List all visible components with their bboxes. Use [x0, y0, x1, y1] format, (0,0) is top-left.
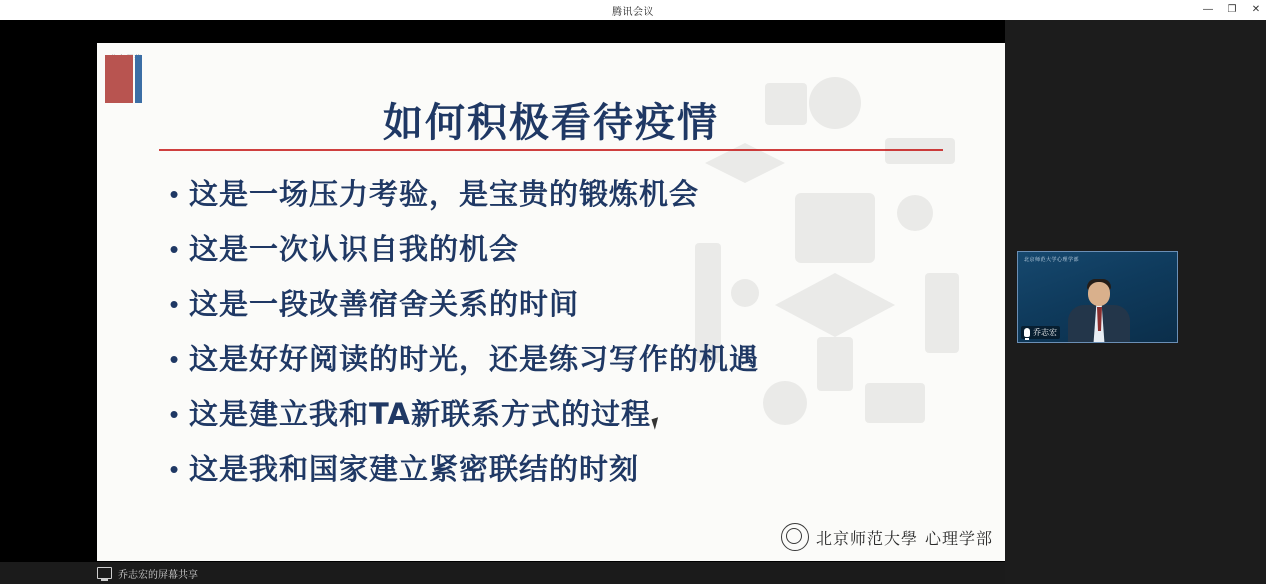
- list-item: [159, 446, 949, 492]
- list-item: [159, 391, 949, 437]
- slide-bullet-list: [159, 171, 949, 501]
- video-overlay-logo: 北京师范大学心理学部: [1024, 257, 1080, 263]
- bullet-marker: •: [169, 344, 179, 374]
- close-button[interactable]: ✕: [1251, 4, 1261, 15]
- title-divider: [159, 149, 943, 151]
- bullet-text: 这是好好阅读的时光，还是练习写作的机遇: [189, 342, 760, 376]
- bullet-marker: •: [169, 234, 179, 264]
- bullet-marker: •: [169, 454, 179, 484]
- footer-department: 心理学部: [924, 528, 993, 548]
- share-status-text: 乔志宏的屏幕共享: [118, 569, 198, 581]
- bullet-text: 这是一段改善宿舍关系的时间: [189, 287, 580, 321]
- participant-name: 乔志宏: [1033, 328, 1057, 337]
- participant-head: [1088, 282, 1110, 306]
- bullet-text: 这是一次认识自我的机会: [189, 232, 520, 266]
- participant-panel: [1005, 20, 1266, 584]
- list-item: [159, 336, 949, 382]
- participant-name-badge: [1021, 326, 1060, 339]
- university-seal-icon: [781, 523, 809, 551]
- title-bar: [0, 0, 1266, 20]
- slide-title: 如何积极看待疫情: [383, 100, 719, 146]
- share-status-bar: [0, 562, 1005, 584]
- maximize-button[interactable]: ❐: [1227, 4, 1237, 15]
- minimize-button[interactable]: —: [1203, 4, 1213, 15]
- bullet-text: 这是我和国家建立紧密联结的时刻: [189, 452, 640, 486]
- window-title: 腾讯会议: [612, 6, 654, 18]
- list-item: [159, 226, 949, 272]
- list-item: [159, 171, 949, 217]
- presentation-slide: [97, 43, 1005, 561]
- bullet-text: 这是一场压力考验，是宝贵的锻炼机会: [189, 177, 700, 211]
- participant-video-tile[interactable]: [1017, 251, 1178, 343]
- bullet-text: 这是建立我和TA新联系方式的过程: [189, 397, 651, 431]
- bullet-marker: •: [169, 399, 179, 429]
- microphone-icon: [1024, 328, 1030, 337]
- shared-screen-area[interactable]: [0, 20, 1005, 584]
- slide-footer: [781, 523, 993, 551]
- screen-share-icon: [97, 567, 112, 579]
- window-controls: [1202, 0, 1262, 20]
- footer-university: 北京师范大學: [815, 528, 918, 548]
- bullet-marker: •: [169, 179, 179, 209]
- bullet-marker: •: [169, 289, 179, 319]
- list-item: [159, 281, 949, 327]
